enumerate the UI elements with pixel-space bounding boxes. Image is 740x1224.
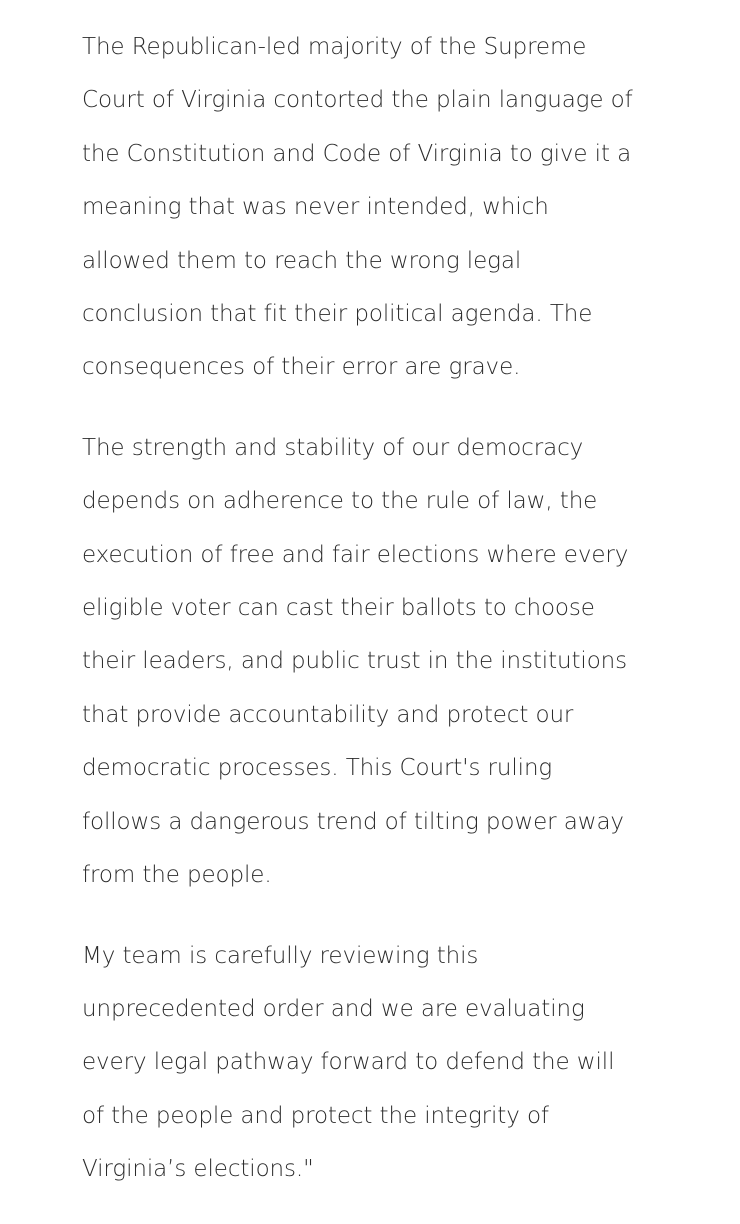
paragraph-line: follows a dangerous trend of tilting power away (82, 808, 624, 835)
paragraph-line: every legal pathway forward to defend the will (82, 1049, 615, 1076)
paragraph-line: eligible voter can cast their ballots to choose (82, 595, 595, 622)
paragraph-line: The Republican-led majority of the Supreme (82, 34, 587, 60)
paragraph-1 (82, 21, 682, 395)
paragraph-line: that provide accountability and protect our (82, 701, 574, 728)
article-body (82, 21, 682, 1224)
paragraph-line: meaning that was never intended, which (82, 194, 549, 221)
paragraph-3 (82, 930, 682, 1197)
paragraph-line: Court of Virginia contorted the plain language of (82, 87, 633, 114)
paragraph-line: Virginia’s elections." (82, 1156, 314, 1183)
paragraph-line: depends on adherence to the rule of law, the (82, 488, 598, 515)
paragraph-line: consequences of their error are grave. (82, 354, 521, 381)
paragraph-line: My team is carefully reviewing this (82, 942, 479, 969)
paragraph-line: democratic processes. This Court's ruling (82, 755, 553, 782)
paragraph-line: execution of free and fair elections where every (82, 541, 629, 568)
paragraph-2 (82, 422, 682, 903)
paragraph-line: unprecedented order and we are evaluating (82, 995, 585, 1022)
paragraph-line: of the people and protect the integrity of (82, 1102, 549, 1129)
paragraph-line: allowed them to reach the wrong legal (82, 247, 522, 274)
paragraph-line: their leaders, and public trust in the institutions (82, 648, 628, 675)
paragraph-line: The strength and stability of our democracy (82, 434, 584, 461)
paragraph-line: from the people. (82, 862, 272, 889)
paragraph-line: the Constitution and Code of Virginia to give it a (82, 140, 632, 167)
paragraph-line: conclusion that fit their political agenda. The (82, 301, 593, 328)
